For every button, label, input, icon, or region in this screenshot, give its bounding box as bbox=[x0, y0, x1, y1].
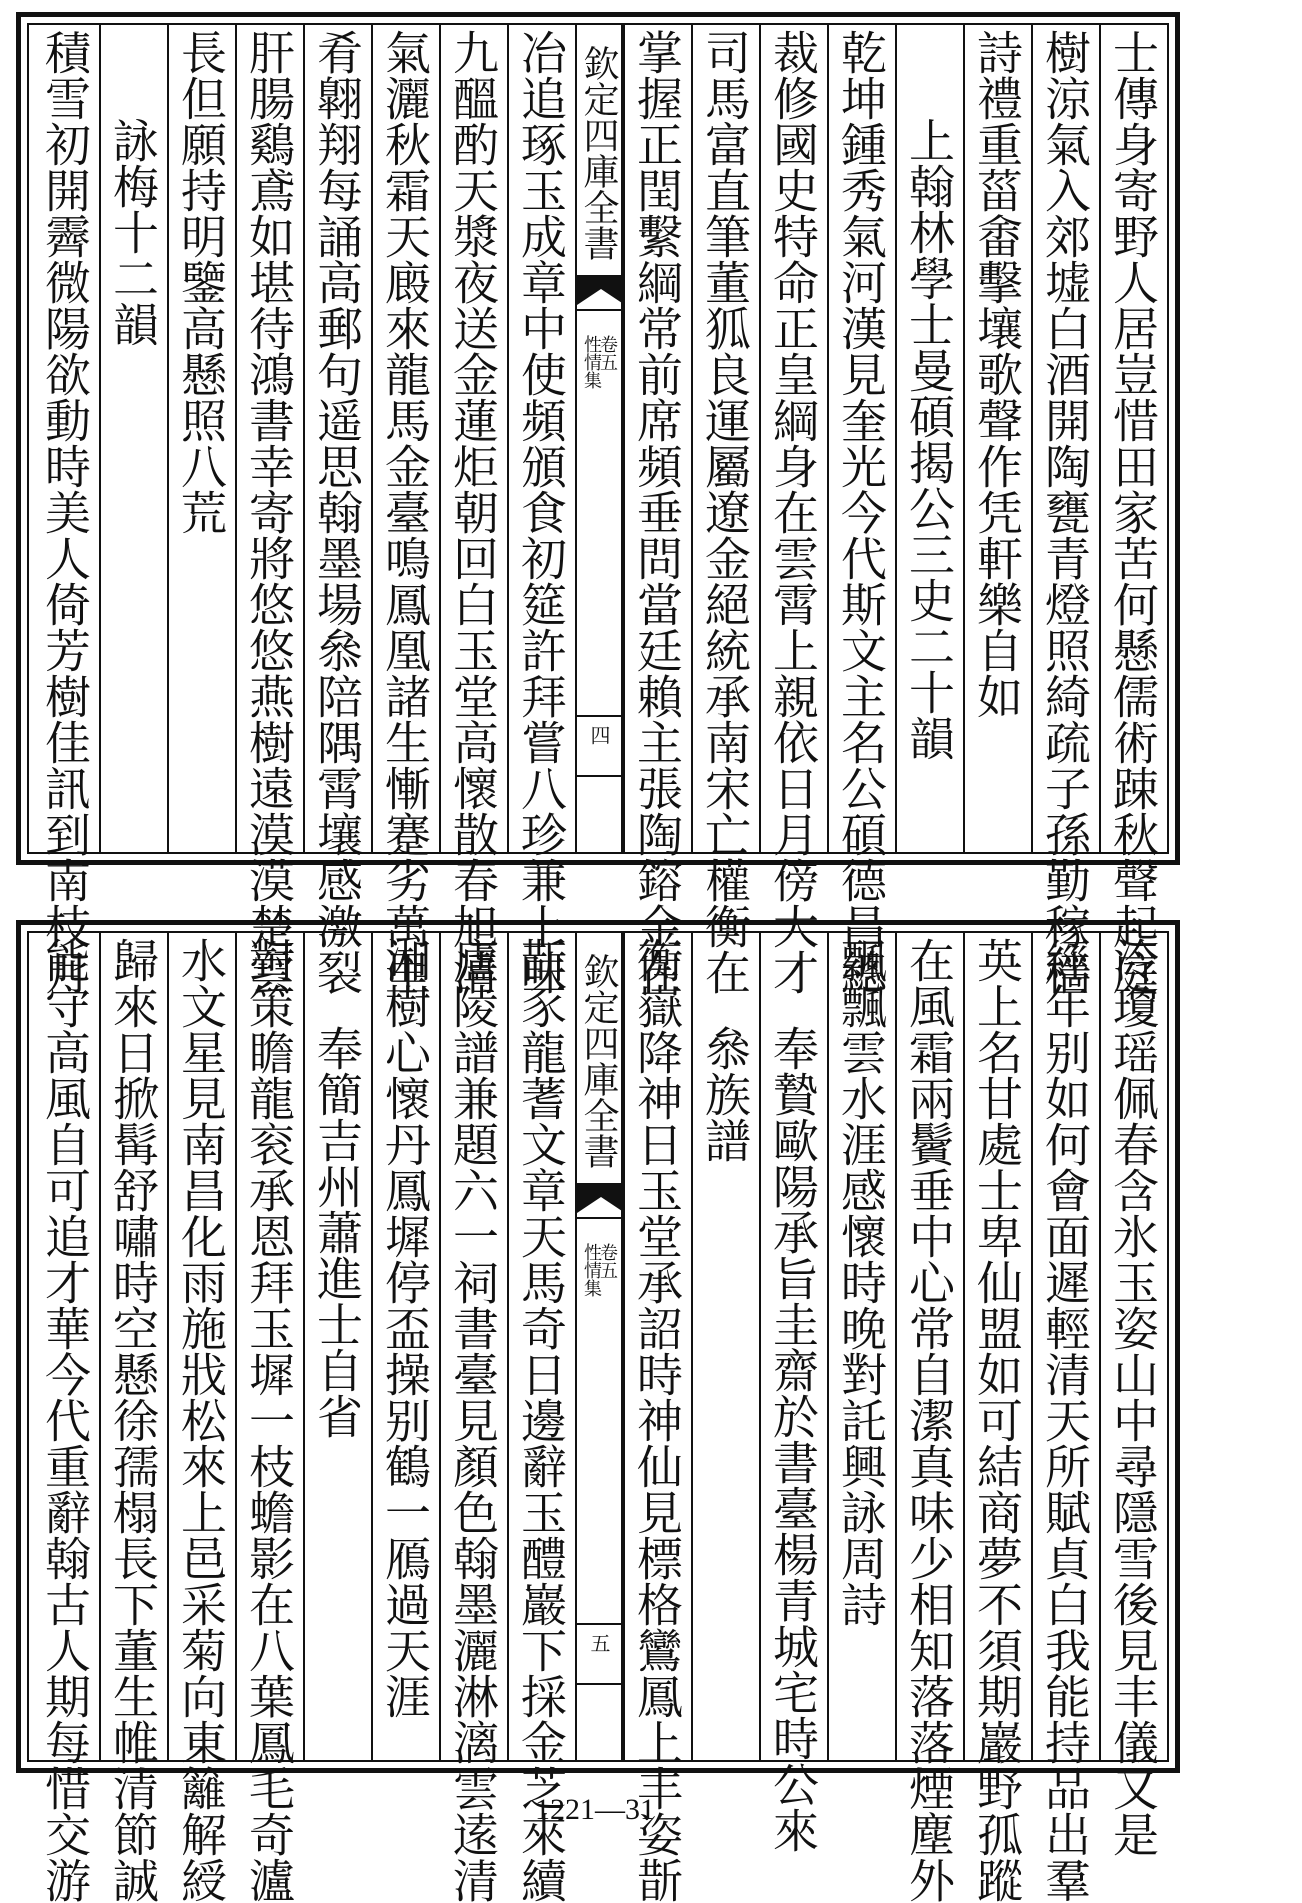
text-line: 裁修國史特命正皇綱身在雲霄上親依日月傍大才 bbox=[766, 29, 820, 995]
spine-rule bbox=[577, 715, 621, 717]
page-footer-number: 1221—31 bbox=[535, 1793, 655, 1826]
text-line: 士傳身寄野人居豈惜田家苦何懸儒術踈秋聲起庭 bbox=[1106, 29, 1160, 995]
text-line: 在風霜兩鬢垂中心常自潔真味少相知落落煙塵外 bbox=[902, 937, 956, 1903]
text-line: 衡嶽降神日玉堂承詔時神仙見標格鸞鳳上丰姿斮 bbox=[630, 937, 684, 1903]
poem-title: 奉贄歐陽承旨圭齋於書臺楊青城宅時公來 bbox=[766, 1025, 820, 1853]
spine-rule bbox=[577, 1683, 621, 1685]
text-line: 經年别如何會面遲輕清天所賦貞白我能持品出羣 bbox=[1038, 937, 1092, 1903]
text-line: 冶追琢玉成章中使頻頒食初筵許拜嘗八珍兼上味 bbox=[514, 29, 568, 995]
text-column bbox=[507, 25, 575, 995]
text-column bbox=[303, 933, 371, 1760]
text-column bbox=[439, 933, 507, 1903]
text-line: 肴翺翔每誦高郵句遥思翰墨場叅陪隅霄壤感激裂 bbox=[310, 29, 364, 995]
fishtail-ornament-icon bbox=[577, 1183, 625, 1233]
text-line: 飄飄雲水涯感懷時晚對託興詠周詩 bbox=[834, 937, 888, 1627]
text-line: 水文星見南昌化雨施戕松來上邑采菊向東籬解綬 bbox=[174, 937, 228, 1903]
text-column bbox=[1031, 25, 1099, 995]
text-line: 積雪初開霽微陽欲動時美人倚芳樹佳訊到南枝月 bbox=[38, 29, 92, 995]
text-column bbox=[507, 933, 575, 1903]
poem-title: 奉簡吉州蕭進士自省 bbox=[310, 1025, 364, 1439]
text-line: 斮豕龍蓍文章天馬奇日邊辭玉醴巖下採金芝來續 bbox=[514, 937, 568, 1903]
text-column bbox=[167, 25, 235, 852]
text-line: 對策瞻龍衮承恩拜玉墀一枝蟾影在八葉鳳毛奇瀘 bbox=[242, 937, 296, 1903]
text-line: 長但願持明鑒高懸照八荒 bbox=[174, 29, 228, 535]
text-column bbox=[235, 25, 303, 995]
text-line: 乾坤鍾秀氣河漢見奎光今代斯文主名公碩德昌總 bbox=[834, 29, 888, 995]
text-line: 詩禮重菑畬擊壤歌聲作凭軒樂自如 bbox=[970, 29, 1024, 719]
spine-book-name: 性情集 bbox=[581, 1243, 602, 1297]
text-column bbox=[235, 933, 303, 1903]
spine-title: 欽定四庫全書 bbox=[578, 953, 619, 1169]
text-column bbox=[371, 25, 439, 995]
text-column bbox=[31, 933, 99, 1903]
text-column bbox=[1099, 933, 1167, 1857]
text-column bbox=[827, 25, 895, 995]
text-column bbox=[963, 25, 1031, 852]
text-column bbox=[963, 933, 1031, 1903]
spine-page-number: 五 bbox=[587, 1633, 611, 1653]
text-line: 司馬富直筆董狐良運屬遼金絕統承南宋亡權衡在 bbox=[698, 29, 752, 995]
text-column bbox=[99, 933, 167, 1903]
spine-page-number: 四 bbox=[587, 725, 611, 745]
text-line: 廬陵譜兼題六一祠書臺見顏色翰墨灑淋漓雲逺清 bbox=[446, 937, 500, 1903]
text-column bbox=[759, 933, 827, 1853]
text-line: 英上名甘處士卑仙盟如可結商夢不須期巖野孤蹤 bbox=[970, 937, 1024, 1903]
text-column bbox=[691, 25, 759, 995]
text-column bbox=[623, 25, 691, 995]
text-column bbox=[31, 25, 99, 995]
text-column bbox=[303, 25, 371, 995]
text-column bbox=[895, 933, 963, 1903]
poem-title: 叅族譜 bbox=[698, 1025, 752, 1163]
spine-book-name: 性情集 bbox=[581, 335, 602, 389]
text-line: 樹涼氣入郊墟白酒開陶甕青燈照綺疏子孫勤稼穡 bbox=[1038, 29, 1092, 995]
text-column bbox=[371, 933, 439, 1760]
fishtail-ornament-icon bbox=[577, 275, 625, 325]
text-line: 湘樹心懷丹鳳墀停盃操别鶴一鴈過天涯 bbox=[378, 937, 432, 1719]
spine-juan: 卷五 bbox=[597, 1243, 618, 1279]
text-column bbox=[691, 933, 759, 1760]
text-column bbox=[1099, 25, 1167, 995]
text-column bbox=[1031, 933, 1099, 1903]
text-column bbox=[167, 933, 235, 1903]
top-page bbox=[16, 12, 1180, 995]
text-line: 掌握正閏繫綱常前席頻垂問當廷賴主張陶鎔金在 bbox=[630, 29, 684, 995]
fishtail-spine bbox=[575, 933, 623, 1760]
spine-rule bbox=[577, 1623, 621, 1625]
poem-title: 上翰林學士曼碩揭公三史二十韻 bbox=[902, 117, 956, 761]
top-page-frame bbox=[27, 23, 1169, 995]
text-column bbox=[99, 25, 167, 852]
spine-juan: 卷五 bbox=[597, 335, 618, 371]
text-column bbox=[759, 25, 827, 995]
text-column bbox=[623, 933, 691, 1903]
spine-title: 欽定四庫全書 bbox=[578, 45, 619, 261]
text-line: 歸來日掀髯舒嘯時空懸徐孺榻長下董生帷清節誠 bbox=[106, 937, 160, 1903]
text-column bbox=[439, 25, 507, 995]
text-column bbox=[827, 933, 895, 1760]
fishtail-spine bbox=[575, 25, 623, 852]
poem-title: 詠梅十二韻 bbox=[106, 117, 160, 347]
text-column bbox=[895, 25, 963, 852]
text-line: 泠瓊瑶佩春含氷玉姿山中尋隱雪後見丰儀又是 bbox=[1106, 937, 1160, 1857]
text-line: 九醞酌天漿夜送金蓮炬朝回白玉堂高懷散春旭清 bbox=[446, 29, 500, 995]
text-line: 肝腸鷄鳶如堪待鴻書幸寄將悠悠燕樹遠漠漠楚雲 bbox=[242, 29, 296, 995]
spine-rule bbox=[577, 775, 621, 777]
text-line: 能守高風自可追才華今代重辭翰古人期每惜交游 bbox=[38, 937, 92, 1903]
text-line: 氣灑秋霜天廄來龍馬金臺鳴鳳凰諸生慚蹇劣萬里 bbox=[378, 29, 432, 995]
